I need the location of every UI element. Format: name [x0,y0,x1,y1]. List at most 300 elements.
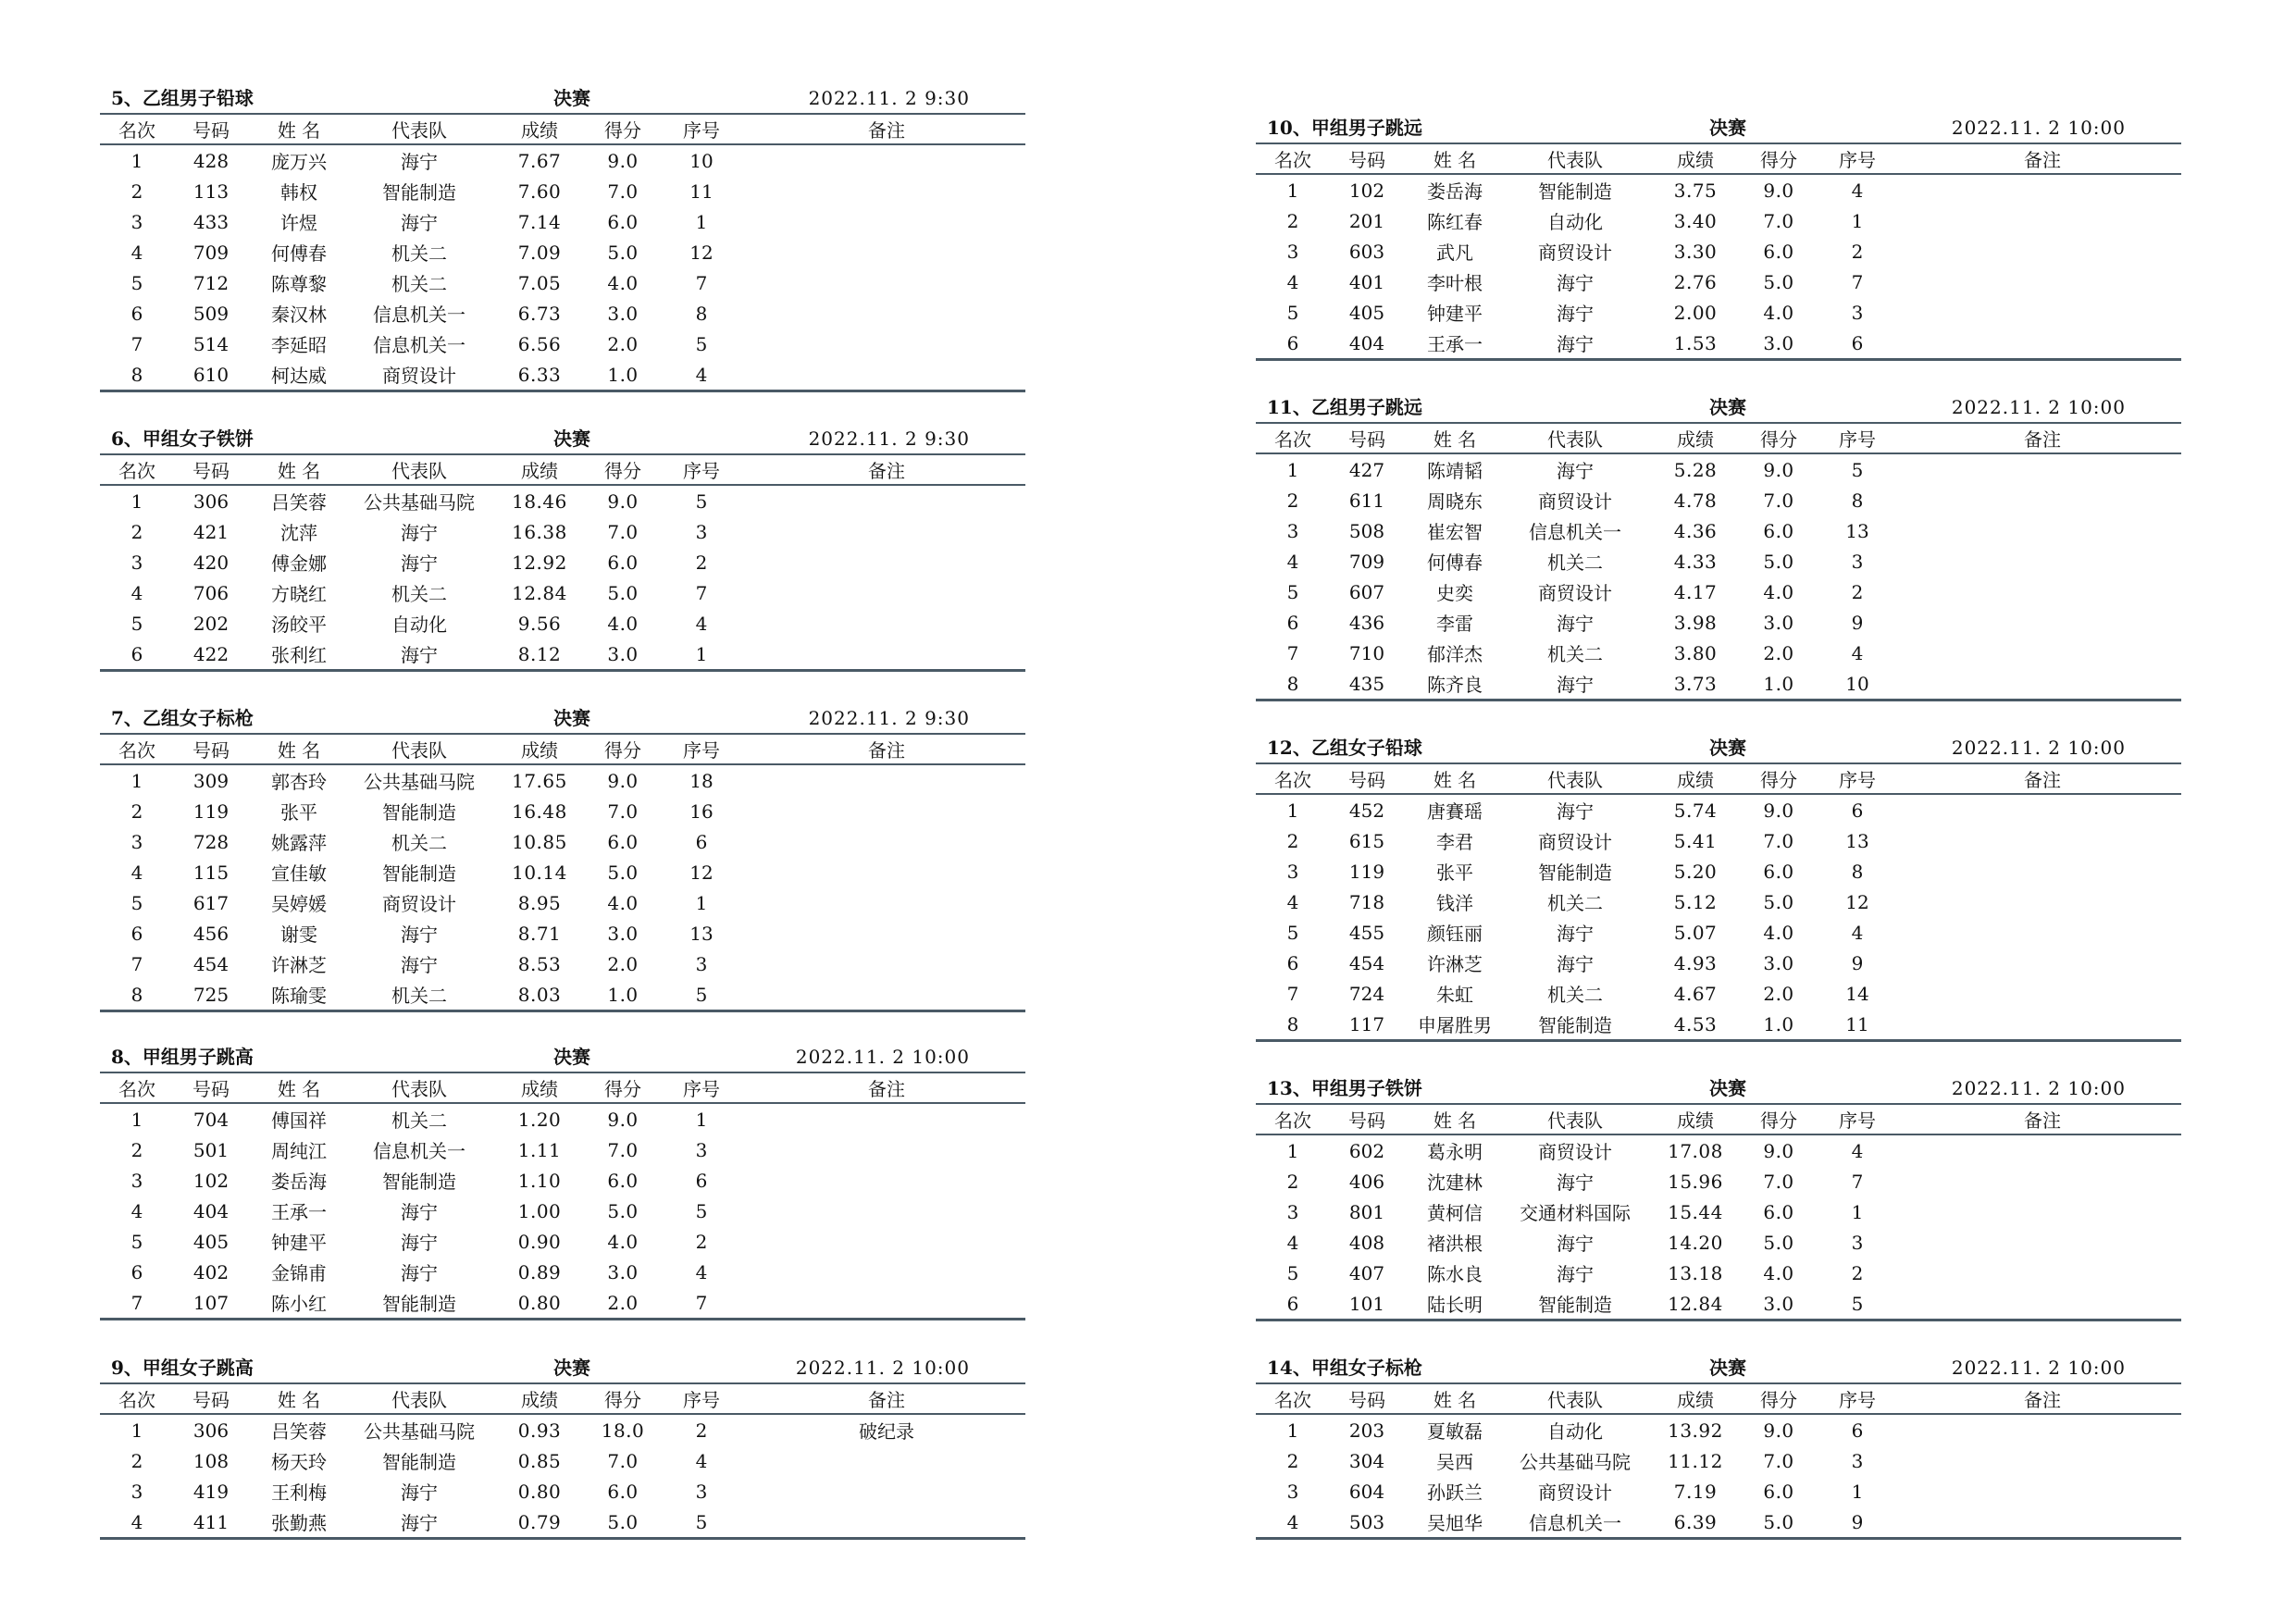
results-table [1256,1382,2181,1540]
event-time: 2022.11. 2 10:00 [795,1046,970,1068]
table-row [100,918,1025,948]
table-row [1256,1134,2181,1166]
result-cell: 8.53 [517,952,562,975]
team-cell: 海宁 [1557,923,1594,945]
remark-cell [748,298,1025,329]
event-header [1256,1073,2181,1103]
order-cell: 1 [1851,1200,1864,1223]
rank-cell: 3 [130,1480,143,1503]
rank-cell: 7 [1286,641,1299,664]
team-cell: 公共基础马院 [1520,1451,1631,1473]
name-header: 姓 名 [1433,149,1477,171]
team-header: 代表队 [1547,769,1603,791]
team-cell: 海宁 [401,1201,438,1223]
score-cell: 4.0 [607,271,639,294]
table-row [1256,1009,2181,1041]
result-header: 成绩 [1677,428,1714,451]
order-cell: 12 [1845,890,1869,913]
remark-cell [748,1196,1025,1226]
name-cell: 何傅春 [271,242,327,265]
order-cell: 5 [695,1199,708,1222]
score-cell: 4.0 [607,612,639,635]
table-row [100,516,1025,547]
table-row [1256,1506,2181,1539]
name-cell: 颜钰丽 [1427,923,1483,945]
score-cell: 7.0 [1763,489,1794,512]
order-cell: 16 [689,800,714,823]
event-stage: 决赛 [1709,396,1746,418]
name-cell: 傅金娜 [271,552,327,575]
rank-header: 名次 [1274,428,1311,451]
number-cell: 201 [1348,209,1385,232]
rank-cell: 4 [1286,550,1299,573]
remark-cell [1904,1009,2181,1041]
event-header [100,424,1025,453]
rank-cell: 1 [130,1419,143,1442]
rank-cell: 2 [130,1449,143,1472]
name-cell: 周晓东 [1427,490,1483,513]
remark-cell [1904,1227,2181,1258]
score-header: 得分 [604,1078,641,1100]
order-cell: 1 [1851,209,1864,232]
order-cell: 12 [689,241,714,264]
result-cell: 8.03 [517,983,562,1006]
score-cell: 4.0 [1763,301,1794,324]
name-cell: 陈靖韬 [1427,460,1483,482]
number-header: 号码 [192,1389,230,1411]
result-cell: 6.39 [1673,1510,1718,1533]
name-header: 姓 名 [277,1078,321,1100]
score-cell: 5.0 [607,1510,639,1533]
result-cell: 4.93 [1673,951,1718,974]
result-cell: 12.92 [512,551,567,574]
event-stage: 决赛 [553,87,590,109]
remark-header: 备注 [868,739,905,762]
event-block [1256,113,2181,361]
team-cell: 信息机关一 [373,1140,465,1162]
order-cell: 4 [1851,179,1864,202]
remark-cell: 破纪录 [859,1420,914,1443]
remark-cell [1904,794,2181,825]
number-cell: 724 [1348,982,1385,1005]
result-cell: 18.46 [512,490,567,513]
score-cell: 7.0 [607,520,639,543]
rank-cell: 6 [130,1260,143,1283]
number-cell: 108 [192,1449,230,1472]
order-cell: 1 [695,642,708,665]
remark-cell [1904,1134,2181,1166]
team-header: 代表队 [391,739,447,762]
event-title: 9、甲组女子跳高 [111,1357,254,1379]
table-row [1256,978,2181,1009]
number-cell: 710 [1348,641,1385,664]
table-row [100,1257,1025,1287]
score-cell: 6.0 [607,1480,639,1503]
result-header: 成绩 [521,460,558,482]
remark-cell [1904,576,2181,607]
team-cell: 公共基础马院 [364,491,475,514]
name-cell: 李延昭 [271,334,327,356]
team-cell: 公共基础马院 [364,771,475,793]
result-cell: 5.07 [1673,921,1718,944]
header-row [1256,763,2181,794]
team-cell: 信息机关一 [373,334,465,356]
rank-cell: 2 [1286,1170,1299,1193]
table-row [1256,267,2181,297]
result-cell: 8.71 [517,922,562,945]
team-cell: 海宁 [401,522,438,544]
remark-cell [748,826,1025,857]
score-cell: 1.0 [1763,672,1794,695]
score-cell: 5.0 [1763,890,1794,913]
order-cell: 1 [1851,1480,1864,1503]
name-cell: 姚露萍 [271,832,327,854]
team-cell: 商贸设计 [1538,1481,1612,1504]
rank-cell: 7 [1286,982,1299,1005]
results-table [1256,143,2181,361]
event-time: 2022.11. 2 10:00 [1951,396,2126,418]
name-cell: 钟建平 [271,1232,327,1254]
results-table [1256,422,2181,701]
result-cell: 3.98 [1673,611,1718,634]
name-cell: 许淋芝 [1427,953,1483,975]
score-cell: 9.0 [607,769,639,792]
result-cell: 8.12 [517,642,562,665]
score-cell: 6.0 [607,210,639,233]
remark-cell [1904,856,2181,886]
score-header: 得分 [1760,149,1797,171]
team-cell: 海宁 [1557,303,1594,325]
rank-cell: 4 [1286,890,1299,913]
order-header: 序号 [1839,769,1876,791]
event-block [1256,1073,2181,1321]
rank-cell: 5 [1286,580,1299,603]
rank-cell: 8 [1286,1012,1299,1035]
score-cell: 5.0 [1763,1510,1794,1533]
order-cell: 5 [1851,458,1864,481]
result-header: 成绩 [1677,1389,1714,1411]
number-cell: 712 [192,271,230,294]
result-cell: 3.80 [1673,641,1718,664]
score-header: 得分 [604,119,641,142]
event-header [1256,733,2181,762]
score-cell: 6.0 [607,830,639,853]
team-cell: 机关二 [391,1110,447,1132]
score-cell: 2.0 [607,952,639,975]
number-cell: 435 [1348,672,1385,695]
header-row [1256,1104,2181,1134]
result-cell: 0.85 [517,1449,562,1472]
remark-cell [748,857,1025,887]
order-header: 序号 [683,119,720,142]
results-table [100,1382,1025,1540]
team-cell: 自动化 [1547,1420,1603,1443]
rank-cell: 1 [1286,179,1299,202]
result-cell: 16.38 [512,520,567,543]
remark-cell [1904,948,2181,978]
name-header: 姓 名 [1433,428,1477,451]
name-cell: 宣佳敏 [271,862,327,885]
team-cell: 海宁 [401,1232,438,1254]
name-cell: 陈小红 [271,1293,327,1315]
event-title: 8、甲组男子跳高 [111,1046,254,1068]
team-cell: 机关二 [391,985,447,1007]
team-cell: 智能制造 [382,1293,456,1315]
event-time: 2022.11. 2 10:00 [1951,1357,2126,1379]
event-title: 5、乙组男子铅球 [111,87,254,109]
rank-cell: 2 [1286,489,1299,512]
team-header: 代表队 [1547,1110,1603,1132]
event-header [100,83,1025,113]
score-cell: 6.0 [1763,1480,1794,1503]
result-cell: 15.96 [1668,1170,1723,1193]
name-header: 姓 名 [277,1389,321,1411]
order-header: 序号 [1839,428,1876,451]
result-cell: 12.84 [1668,1292,1723,1315]
number-cell: 306 [192,490,230,513]
rank-cell: 8 [1286,672,1299,695]
name-cell: 娄岳海 [271,1171,327,1193]
remark-cell [748,1134,1025,1165]
rank-cell: 4 [130,1199,143,1222]
result-cell: 13.18 [1668,1261,1723,1284]
score-header: 得分 [604,739,641,762]
order-cell: 13 [1845,829,1869,852]
table-row [100,1134,1025,1165]
event-time: 2022.11. 2 10:00 [1951,117,2126,139]
remark-cell [748,1506,1025,1539]
order-cell: 9 [1851,611,1864,634]
result-cell: 10.14 [512,861,567,884]
number-cell: 508 [1348,519,1385,542]
number-cell: 117 [1348,1012,1385,1035]
order-cell: 18 [689,769,714,792]
number-cell: 404 [1348,331,1385,354]
order-cell: 8 [695,302,708,325]
team-cell: 信息机关一 [1529,521,1621,543]
event-block [1256,1353,2181,1540]
result-cell: 0.89 [517,1260,562,1283]
score-cell: 3.0 [1763,611,1794,634]
remark-cell [1904,328,2181,360]
name-cell: 吴西 [1436,1451,1473,1473]
event-header [100,703,1025,733]
result-header: 成绩 [1677,1110,1714,1132]
event-stage: 决赛 [1709,1077,1746,1099]
rank-cell: 7 [130,1291,143,1314]
number-header: 号码 [1348,769,1385,791]
result-header: 成绩 [521,1389,558,1411]
result-cell: 1.53 [1673,331,1718,354]
score-header: 得分 [1760,428,1797,451]
name-cell: 张平 [1436,862,1473,884]
name-cell: 李雷 [1436,613,1473,635]
team-cell: 机关二 [391,242,447,265]
results-table [1256,1103,2181,1321]
rank-header: 名次 [1274,1110,1311,1132]
result-cell: 7.67 [517,149,562,172]
rank-cell: 4 [1286,1231,1299,1254]
name-cell: 吴婷媛 [271,893,327,915]
name-cell: 庞万兴 [271,151,327,173]
score-cell: 6.0 [1763,240,1794,263]
rank-cell: 1 [130,1108,143,1131]
score-cell: 7.0 [607,800,639,823]
name-cell: 陆长明 [1427,1294,1483,1316]
result-cell: 5.41 [1673,829,1718,852]
remark-cell [1904,825,2181,856]
number-cell: 422 [192,642,230,665]
number-cell: 503 [1348,1510,1385,1533]
team-header: 代表队 [391,460,447,482]
order-cell: 9 [1851,951,1864,974]
score-cell: 7.0 [607,180,639,203]
name-cell: 吕笑蓉 [271,491,327,514]
result-cell: 17.08 [1668,1139,1723,1162]
remark-cell [1904,1166,2181,1196]
remark-cell [748,485,1025,516]
team-cell: 信息机关一 [373,304,465,326]
score-cell: 4.0 [1763,580,1794,603]
remark-header: 备注 [868,1389,905,1411]
table-row [100,359,1025,391]
order-header: 序号 [683,1389,720,1411]
result-cell: 4.17 [1673,580,1718,603]
number-header: 号码 [1348,149,1385,171]
rank-cell: 6 [130,922,143,945]
rank-cell: 2 [130,520,143,543]
order-cell: 11 [1845,1012,1869,1035]
team-cell: 商贸设计 [1538,582,1612,604]
result-cell: 5.74 [1673,799,1718,822]
order-cell: 4 [1851,1139,1864,1162]
remark-cell [1904,205,2181,236]
rank-cell: 5 [1286,921,1299,944]
team-cell: 智能制造 [1538,1294,1612,1316]
number-cell: 401 [1348,270,1385,293]
table-row [1256,1166,2181,1196]
score-cell: 5.0 [1763,270,1794,293]
team-cell: 机关二 [1547,552,1603,574]
team-cell: 海宁 [401,924,438,946]
name-cell: 杨天玲 [271,1451,327,1473]
team-header: 代表队 [391,119,447,142]
team-header: 代表队 [1547,149,1603,171]
score-cell: 9.0 [607,149,639,172]
result-cell: 12.84 [512,581,567,604]
result-cell: 15.44 [1668,1200,1723,1223]
score-cell: 3.0 [1763,1292,1794,1315]
table-row [100,1165,1025,1196]
score-cell: 3.0 [607,1260,639,1283]
team-cell: 海宁 [401,151,438,173]
number-cell: 718 [1348,890,1385,913]
order-cell: 4 [695,363,708,386]
table-row [1256,1288,2181,1320]
name-cell: 葛永明 [1427,1141,1483,1163]
result-header: 成绩 [521,1078,558,1100]
number-cell: 433 [192,210,230,233]
remark-cell [1904,1445,2181,1476]
name-cell: 秦汉林 [271,304,327,326]
order-cell: 4 [1851,641,1864,664]
result-cell: 0.80 [517,1480,562,1503]
team-cell: 机关二 [1547,643,1603,665]
table-row [1256,607,2181,638]
number-cell: 107 [192,1291,230,1314]
number-cell: 408 [1348,1231,1385,1254]
score-cell: 3.0 [1763,331,1794,354]
order-cell: 14 [1845,982,1869,1005]
remark-cell [748,764,1025,796]
table-row [1256,668,2181,700]
table-row [100,237,1025,267]
team-cell: 海宁 [1557,272,1594,294]
remark-cell [748,144,1025,176]
number-cell: 704 [192,1108,230,1131]
number-header: 号码 [192,1078,230,1100]
number-cell: 709 [192,241,230,264]
table-row [100,826,1025,857]
team-cell: 机关二 [391,832,447,854]
results-table [100,113,1025,392]
rank-cell: 3 [1286,519,1299,542]
table-row [1256,297,2181,328]
number-cell: 405 [192,1230,230,1253]
number-header: 号码 [1348,1389,1385,1411]
order-cell: 8 [1851,860,1864,883]
team-cell: 公共基础马院 [364,1420,475,1443]
remark-cell [748,516,1025,547]
remark-cell [748,359,1025,391]
number-cell: 603 [1348,240,1385,263]
name-cell: 张平 [280,801,317,824]
rank-header: 名次 [118,1389,155,1411]
team-cell: 智能制造 [382,1451,456,1473]
event-block [100,424,1025,672]
result-cell: 0.80 [517,1291,562,1314]
number-cell: 604 [1348,1480,1385,1503]
name-cell: 许煜 [280,212,317,234]
result-cell: 16.48 [512,800,567,823]
name-cell: 吴旭华 [1427,1512,1483,1534]
rank-cell: 2 [1286,1449,1299,1472]
number-cell: 202 [192,612,230,635]
number-header: 号码 [1348,428,1385,451]
number-cell: 725 [192,983,230,1006]
team-cell: 海宁 [1557,613,1594,635]
team-cell: 智能制造 [382,801,456,824]
table-row [100,638,1025,671]
rank-header: 名次 [118,460,155,482]
result-cell: 1.00 [517,1199,562,1222]
event-time: 2022.11. 2 9:30 [808,428,970,450]
remark-cell [1904,1506,2181,1539]
number-cell: 406 [1348,1170,1385,1193]
score-cell: 4.0 [1763,921,1794,944]
order-cell: 2 [1851,240,1864,263]
name-cell: 黄柯信 [1427,1202,1483,1224]
remark-cell [1904,638,2181,668]
result-cell: 5.20 [1673,860,1718,883]
table-row [1256,546,2181,576]
table-row [100,329,1025,359]
remark-cell [1904,607,2181,638]
score-header: 得分 [1760,769,1797,791]
name-header: 姓 名 [1433,1110,1477,1132]
event-stage: 决赛 [553,1046,590,1068]
rank-header: 名次 [118,739,155,762]
